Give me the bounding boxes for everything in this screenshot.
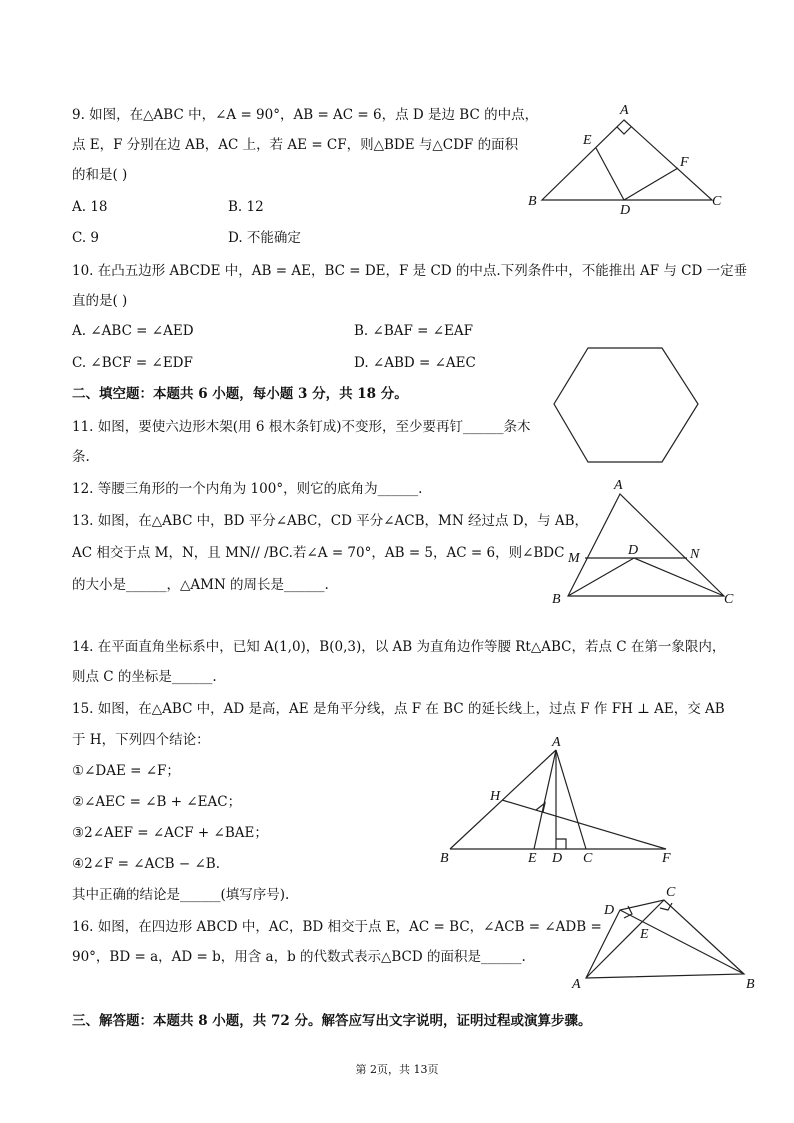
q15-line2: 于 H，下列四个结论： <box>72 732 210 748</box>
q15-figure <box>436 736 686 870</box>
q9-option-a: A. 18 <box>72 199 108 215</box>
q10-option-b: B. ∠BAF = ∠EAF <box>354 323 474 339</box>
q13-label-b: B <box>552 592 561 607</box>
q15-right-angle-d <box>556 839 566 849</box>
q10-option-c: C. ∠BCF = ∠EDF <box>72 355 193 371</box>
q13-line2: AC 相交于点 M，N，且 MN// /BC.若∠A = 70°，AB = 5，AC = 6，则∠BDC <box>72 545 565 561</box>
q16-right-angle-c <box>660 903 672 910</box>
q13-label-m: M <box>568 551 580 566</box>
page-footer: 第 2页，共 13页 <box>355 1063 439 1076</box>
q9-segment-ed <box>596 148 624 200</box>
q10-line1: 10. 在凸五边形 ABCDE 中，AB = AE，BC = DE，F 是 CD 的中点.下列条件中，不能推出 AF 与 CD 一定垂 <box>72 263 748 279</box>
q10-option-d: D. ∠ABD = ∠AEC <box>354 355 476 371</box>
q15-conclusion-3: ③2∠AEF = ∠ACF + ∠BAE； <box>72 825 268 841</box>
q13-triangle-abc <box>568 494 724 596</box>
q14-line2: 则点 C 的坐标是______. <box>72 669 217 685</box>
q13-label-n: N <box>690 547 700 562</box>
q9-label-a: A <box>620 103 629 118</box>
q9-label-f: F <box>680 155 689 170</box>
q13-figure <box>548 476 748 606</box>
q9-line1: 9. 如图，在△ABC 中，∠A = 90°，AB = AC = 6，点 D 是边 BC 的中点， <box>72 107 539 123</box>
q16-label-e: E <box>640 927 649 942</box>
q15-label-h: H <box>490 789 501 804</box>
q9-right-angle-mark <box>617 127 631 134</box>
q13-label-a: A <box>614 478 623 493</box>
q16-figure <box>568 884 768 994</box>
q11-hexagon <box>554 348 698 462</box>
q10-line2: 直的是( ) <box>72 293 128 309</box>
q16-line2: 90°，BD = a，AD = b，用含 a，b 的代数式表示△BCD 的面积是______. <box>72 949 526 965</box>
q11-line2: 条. <box>72 449 90 465</box>
q15-label-e: E <box>528 851 537 866</box>
q16-diagonal-bd <box>620 910 744 974</box>
q15-answer-line: 其中正确的结论是______(填写序号). <box>72 887 290 903</box>
q16-label-b: B <box>746 977 755 992</box>
q15-label-d: D <box>552 851 563 866</box>
section-2-title: 二、填空题：本题共 6 小题，每小题 3 分，共 18 分。 <box>72 386 408 402</box>
section-3-title: 三、解答题：本题共 8 小题，共 72 分。解答应写出文字说明，证明过程或演算步骤。 <box>72 1013 592 1029</box>
q10-option-a: A. ∠ABC = ∠AED <box>72 323 194 339</box>
q15-line1: 15. 如图，在△ABC 中，AD 是高，AE 是角平分线，点 F 在 BC 的延长线上，过点 F 作 FH ⊥ AE，交 AB <box>72 701 725 717</box>
q15-segment-ae <box>534 750 556 849</box>
q13-segment-cd <box>634 558 724 596</box>
q15-label-f: F <box>662 851 671 866</box>
q9-option-d: D. 不能确定 <box>228 230 301 246</box>
q11-line1: 11. 如图，要使六边形木架(用 6 根木条钉成)不变形，至少要再钉______条木 <box>72 419 531 435</box>
q15-segment-ab <box>450 750 556 849</box>
q9-label-d: D <box>620 203 631 218</box>
q15-segment-ac <box>556 750 586 849</box>
q16-diagonal-ac <box>586 900 664 978</box>
q15-label-b: B <box>440 851 449 866</box>
q16-line1: 16. 如图，在四边形 ABCD 中，AC，BD 相交于点 E，AC = BC，∠ACB = ∠ADB = <box>72 919 602 935</box>
q9-line3: 的和是( ) <box>72 167 128 183</box>
q9-option-b: B. 12 <box>228 199 264 215</box>
q9-option-c: C. 9 <box>72 230 100 246</box>
q15-conclusion-4: ④2∠F = ∠ACB − ∠B. <box>72 856 220 872</box>
q16-label-a: A <box>572 977 581 992</box>
q9-label-c: C <box>712 194 722 209</box>
q16-label-c: C <box>666 885 676 900</box>
q13-line3: 的大小是______，△AMN 的周长是______. <box>72 577 329 593</box>
q15-conclusion-1: ①∠DAE = ∠F； <box>72 763 180 779</box>
q11-hexagon-figure <box>554 346 704 466</box>
q9-segment-df <box>624 168 678 200</box>
q15-conclusion-2: ②∠AEC = ∠B + ∠EAC； <box>72 794 242 810</box>
q13-label-c: C <box>724 592 734 607</box>
q13-label-d: D <box>628 543 639 558</box>
q12-line1: 12. 等腰三角形的一个内角为 100°，则它的底角为______. <box>72 481 423 497</box>
q15-label-c: C <box>583 851 593 866</box>
q15-label-a: A <box>552 735 561 750</box>
q16-label-d: D <box>604 903 615 918</box>
q9-figure <box>520 98 730 218</box>
q9-label-b: B <box>528 194 537 209</box>
q13-line1: 13. 如图，在△ABC 中，BD 平分∠ABC，CD 平分∠ACB，MN 经过点 D，与 AB， <box>72 513 589 529</box>
q14-line1: 14. 在平面直角坐标系中，已知 A(1,0)，B(0,3)，以 AB 为直角边作等腰 Rt△ABC，若点 C 在第一象限内， <box>72 639 726 655</box>
q9-label-e: E <box>583 133 592 148</box>
q9-line2: 点 E，F 分别在边 AB，AC 上，若 AE = CF，则△BDE 与△CDF 的面积 <box>72 137 519 153</box>
